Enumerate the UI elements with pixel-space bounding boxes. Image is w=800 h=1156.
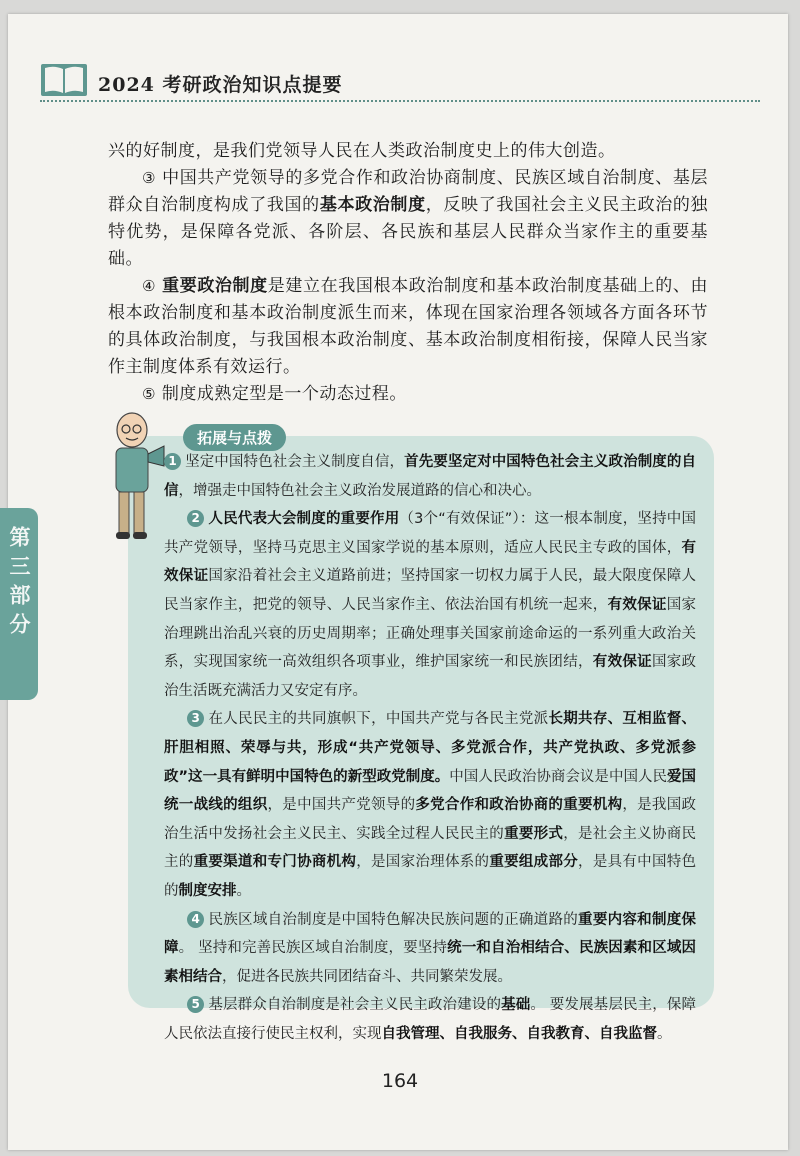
number-badge: 3 [187, 710, 204, 727]
item-number: ③ [142, 169, 157, 187]
extension-item-4: 4 民族区域自治制度是中国特色解决民族问题的正确道路的重要内容和制度保障。 坚持和完善民族区域自治制度，要坚持统一和自治相结合、民族因素和区域因素相结合，促进各民族共同团结奋斗、共同繁荣发展。 [164, 911, 697, 985]
paragraph-3: ③ 中国共产党领导的多党合作和政治协商制度、民族区域自治制度、基层群众自治制度构成了我国的基本政治制度，反映了我国社会主义民主政治的独特优势，是保障各党派、各阶层、各民族和基层人民群众当家作主的重要基础。 [108, 168, 709, 269]
item-number: ④ [142, 277, 157, 295]
number-badge: 2 [187, 510, 204, 527]
paragraph-5: ⑤ 制度成熟定型是一个动态过程。 [142, 384, 407, 404]
number-badge: 4 [187, 911, 204, 928]
page-number: 164 [381, 1070, 419, 1092]
item-number: ⑤ [142, 385, 156, 403]
number-badge: 5 [187, 996, 204, 1013]
extension-label: 拓展与点拨 [183, 424, 286, 451]
extension-item-5: 5 基层群众自治制度是社会主义民主政治建设的基础。 要发展基层民主，保障人民依法直接行使民主权利，实现自我管理、自我服务、自我教育、自我监督。 [164, 997, 697, 1042]
teacher-mascot-icon [104, 410, 166, 546]
extension-item-1: 1 坚定中国特色社会主义制度自信，首先要坚定对中国特色社会主义政治制度的自信，增强走中国特色社会主义政治发展道路的信心和决心。 [164, 454, 697, 499]
extension-item-3: 3 在人民民主的共同旗帜下，中国共产党与各民主党派长期共存、互相监督、肝胆相照、荣辱与共，形成“共产党领导、多党派合作，共产党执政、多党派参政”这一具有鲜明中国特色的新型政党制度。中国人民政治协商会议是中国人民爱国统一战线的组织，是中国共产党领导的多党合作和政治协商的重要机构，是我国政治生活中发扬社会主义民主、实践全过程人民民主的重要形式，是社会主义协商民主的重要渠道和专门协商机构，是国家治理体系的重要组成部分，是具有中国特色的制度安排。 [164, 711, 697, 899]
open-book-icon [40, 62, 88, 98]
bold-term: 基本政治制度 [319, 195, 426, 215]
section-side-tab [0, 508, 38, 700]
paragraph-4: ④ 重要政治制度是建立在我国根本政治制度和基本政治制度基础上的、由根本政治制度和基本政治制度派生而来，体现在国家治理各领域各方面各环节的具体政治制度，与我国根本政治制度、基本政治制度相衔接，保障人民当家作主制度体系有效运行。 [108, 276, 709, 377]
paragraph-continued: 兴的好制度，是我们党领导人民在人类政治制度史上的伟大创造。 [108, 141, 616, 161]
header-title: 2024 考研政治知识点提要 [98, 74, 343, 96]
section-label: 第三部分 [7, 526, 31, 642]
page-header [40, 62, 760, 102]
extension-content [164, 448, 696, 1048]
main-text [108, 138, 708, 408]
extension-item-2: 2 人民代表大会制度的重要作用（3个“有效保证”）：这一根本制度，坚持中国共产党领导，坚持马克思主义国家学说的基本原则，适应人民民主专政的国体，有效保证国家沿着社会主义道路前进；坚持国家一切权力属于人民，最大限度保障人民当家作主，把党的领导、人民当家作主、依法治国有机统一起来，有效保证国家治理跳出治乱兴衰的历史周期率；正确处理事关国家前途命运的一系列重大政治关系，实现国家统一高效组织各项事业，维护国家统一和民族团结，有效保证国家政治生活既充满活力又安定有序。 [164, 511, 697, 699]
header-divider [40, 100, 760, 102]
number-badge: 1 [164, 453, 181, 470]
bold-term: 重要政治制度 [162, 276, 268, 296]
